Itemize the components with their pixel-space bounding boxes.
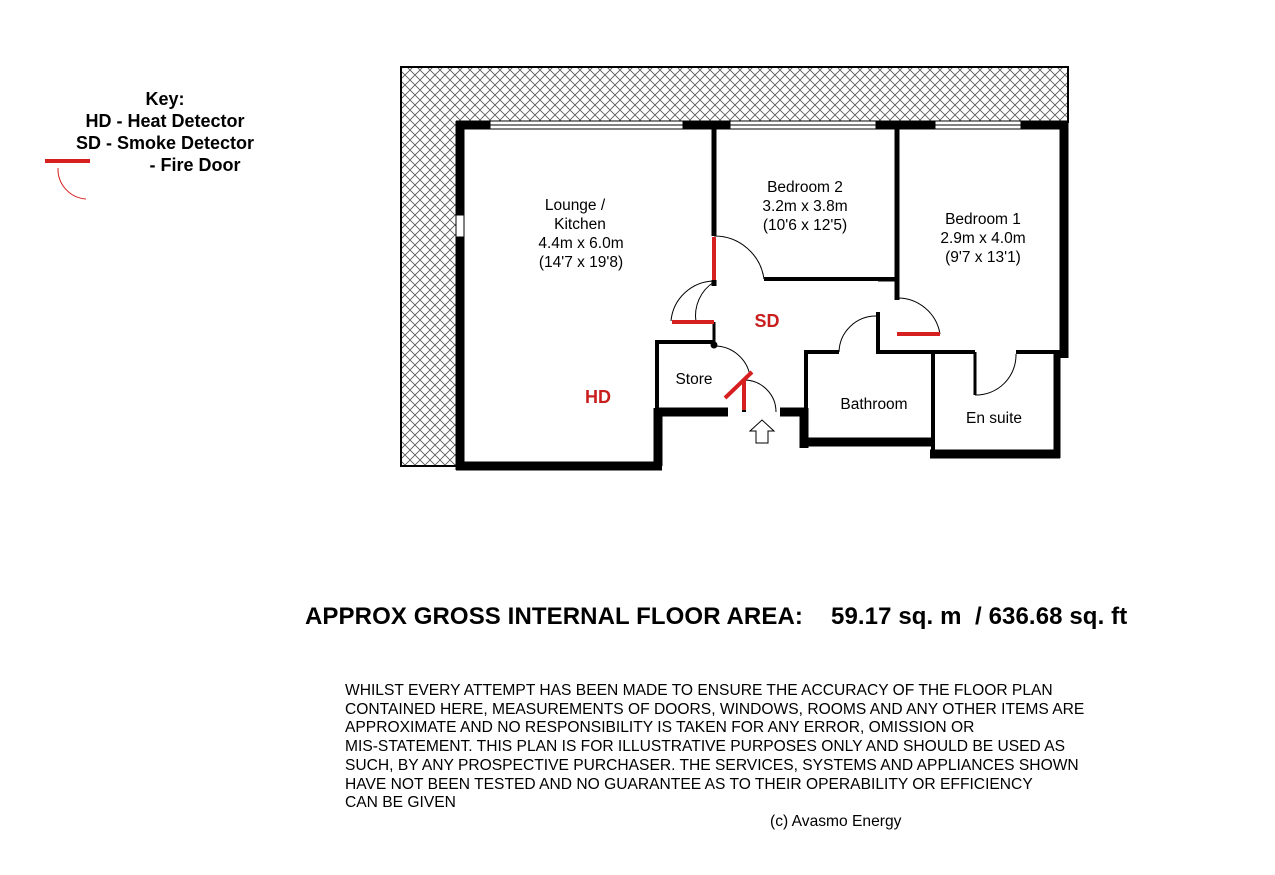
legend-fire-door-symbol [45,161,90,199]
copyright: (c) Avasmo Energy [770,813,902,830]
bedroom1-dimensions-imperial: (9'7 x 13'1) [945,249,1021,266]
bedroom1-dimensions-metric: 2.9m x 4.0m [940,230,1026,247]
heat-detector-marker: HD [585,387,611,407]
store-label: Store [675,371,713,388]
bathroom-label: Bathroom [840,396,908,413]
detector-markers [585,311,780,407]
disclaimer-line: SUCH, BY ANY PROSPECTIVE PURCHASER. THE SERVICES, SYSTEMS AND APPLIANCES SHOWN [345,756,1079,774]
windows [456,121,1021,237]
bedroom1-label: Bedroom 1 [945,211,1021,228]
disclaimer-line: HAVE NOT BEEN TESTED AND NO GUARANTEE AS TO THEIR OPERABILITY OR EFFICIENCY [345,775,1033,793]
bedroom2-dimensions-imperial: (10'6 x 12'5) [762,217,848,234]
bedroom2-label: Bedroom 2 [767,179,843,196]
room-labels [538,179,1025,427]
lounge-label-line2: Kitchen [554,216,606,233]
disclaimer-line: WHILST EVERY ATTEMPT HAS BEEN MADE TO ENSURE THE ACCURACY OF THE FLOOR PLAN [345,682,1053,699]
disclaimer-line: CAN BE GIVEN [345,794,456,812]
legend-smoke-detector: SD - Smoke Detector [75,133,255,153]
lounge-label: Lounge / [544,197,606,214]
legend-fire-door: - Fire Door [149,155,241,175]
legend-title: Key: [145,89,185,109]
entrance-arrow-icon [750,420,774,443]
floor-area-value: 59.17 sq. m / 636.68 sq. ft [831,603,1128,630]
disclaimer [345,682,1245,813]
lounge-dimensions-imperial: (14'7 x 19'8) [538,254,624,271]
ensuite-label: En suite [965,410,1023,427]
disclaimer-line: MIS-STATEMENT. THIS PLAN IS FOR ILLUSTRATIVE PURPOSES ONLY AND SHOULD BE USED AS [345,738,1066,756]
smoke-detector-marker: SD [754,311,780,331]
bedroom2-dimensions-metric: 3.2m x 3.8m [762,198,848,215]
floor-area-label: APPROX GROSS INTERNAL FLOOR AREA: [305,603,803,630]
floor-area [305,603,1127,631]
disclaimer-line: APPROXIMATE AND NO RESPONSIBILITY IS TAKEN FOR ANY ERROR, OMISSION OR [345,719,975,737]
legend-heat-detector: HD - Heat Detector [85,111,245,131]
disclaimer-line: CONTAINED HERE, MEASUREMENTS OF DOORS, WINDOWS, ROOMS AND ANY OTHER ITEMS ARE [345,700,1085,718]
lounge-dimensions-metric: 4.4m x 6.0m [538,235,624,252]
